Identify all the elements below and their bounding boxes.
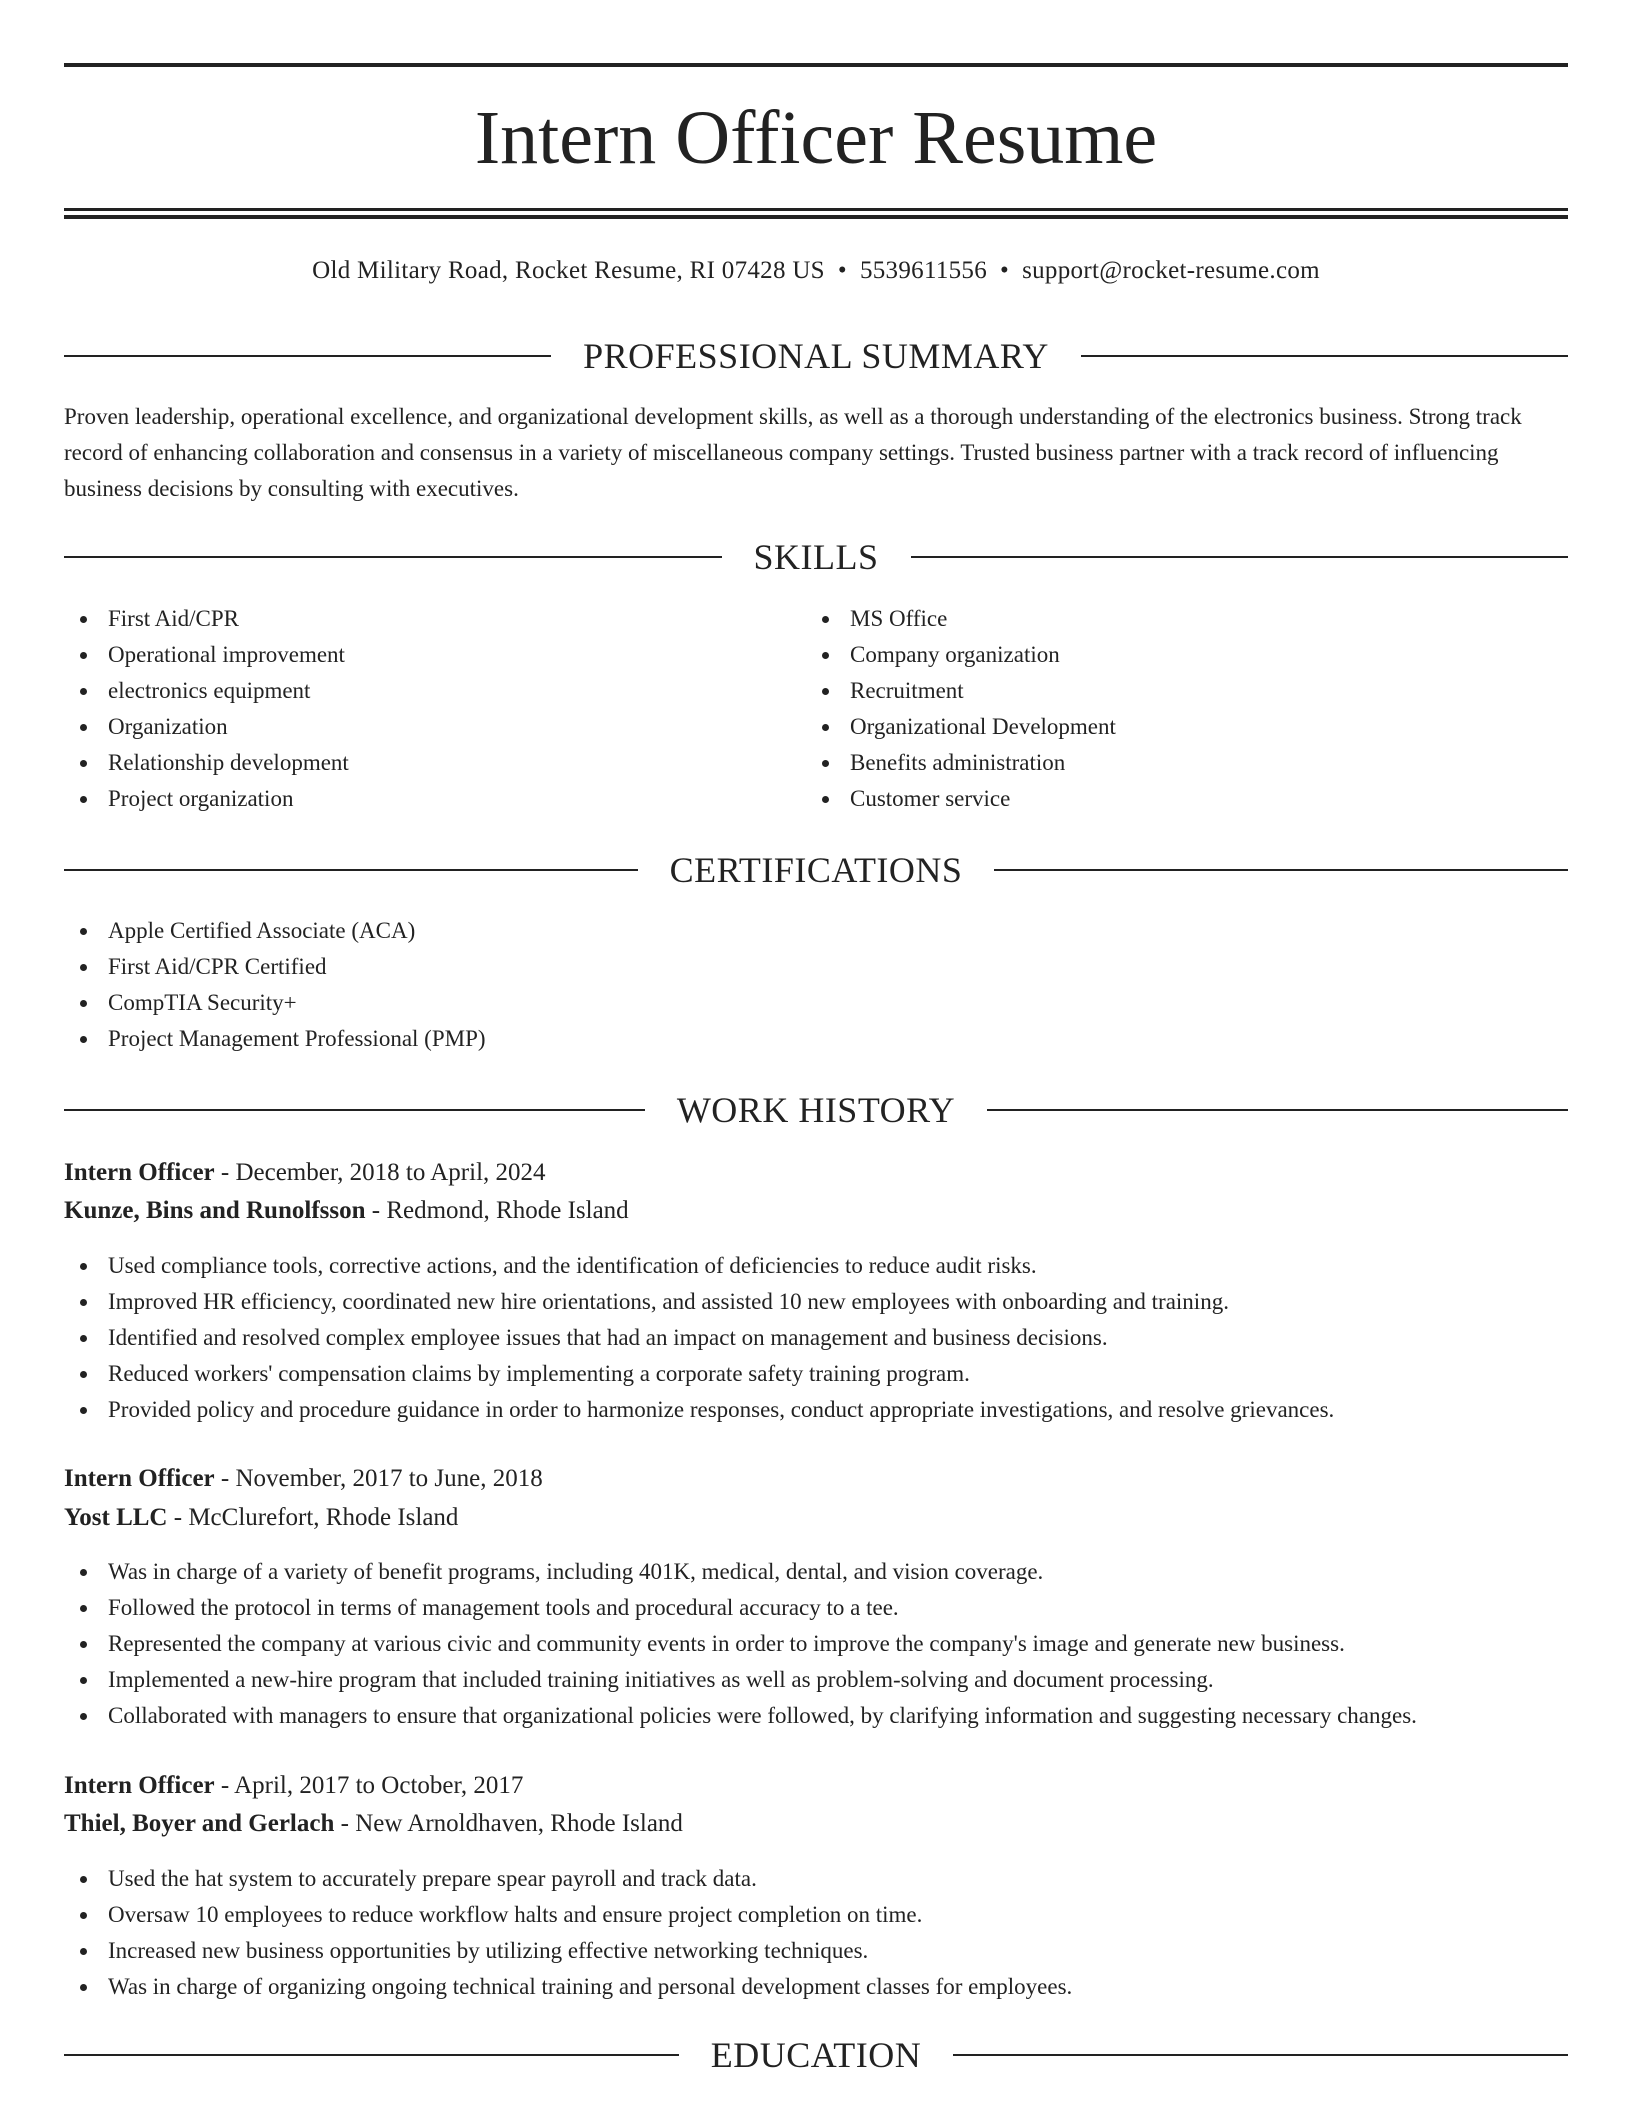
summary-text: Proven leadership, operational excellence, and organizational development skills, as well as a thorough understanding of the electronics business. Strong track record of enhancing collaboration and consensus in a variety of miscellaneous company settings. Trusted business partner with a track record of influencing business decisions by consulting with executives. <box>64 404 1522 501</box>
list-item: Followed the protocol in terms of management tools and procedural accuracy to a tee. <box>64 1590 1568 1626</box>
job-company: Yost LLC <box>64 1504 168 1531</box>
section-title: SKILLS <box>753 537 879 577</box>
list-item: Was in charge of organizing ongoing technical training and personal development classes for employees. <box>64 1969 1568 2005</box>
heading-rule-right <box>1081 355 1568 357</box>
heading-rule-left <box>64 1109 645 1111</box>
list-item: Identified and resolved complex employee issues that had an impact on management and business decisions. <box>64 1320 1568 1356</box>
list-item: Provided policy and procedure guidance in order to harmonize responses, conduct appropriate investigations, and resolve grievances. <box>64 1392 1568 1428</box>
job-company-line: Yost LLC - McClurefort, Rhode Island <box>64 1504 459 1531</box>
heading-rule-left <box>64 2054 679 2056</box>
list-item: Relationship development <box>64 745 804 781</box>
heading-rule-right <box>953 2054 1568 2056</box>
heading-rule-right <box>994 869 1568 871</box>
list-item: First Aid/CPR Certified <box>64 949 1568 985</box>
contact-phone: 5539611556 <box>859 257 988 284</box>
heading-rule-left <box>64 869 638 871</box>
job-company-line: Thiel, Boyer and Gerlach - New Arnoldhaven, Rhode Island <box>64 1810 683 1837</box>
job-title: Intern Officer <box>64 1159 215 1186</box>
skills-list-right <box>806 601 1566 817</box>
certifications-list <box>64 913 1568 1057</box>
list-item: Company organization <box>806 637 1566 673</box>
job-dates: November, 2017 to June, 2018 <box>235 1465 543 1492</box>
list-item: Used the hat system to accurately prepare spear payroll and track data. <box>64 1861 1568 1897</box>
section-heading-skills <box>64 535 1568 579</box>
top-rule <box>64 63 1568 67</box>
contact-line <box>64 254 1568 288</box>
list-item: Oversaw 10 employees to reduce workflow halts and ensure project completion on time. <box>64 1897 1568 1933</box>
list-item: Recruitment <box>806 673 1566 709</box>
job-dates: April, 2017 to October, 2017 <box>234 1772 524 1799</box>
list-item: Collaborated with managers to ensure that organizational policies were followed, by clarifying information and suggesting necessary changes. <box>64 1698 1568 1734</box>
skills-list-left <box>64 601 804 817</box>
job-bullets <box>64 1554 1568 1734</box>
contact-email: support@rocket-resume.com <box>1022 257 1320 284</box>
list-item: Organizational Development <box>806 709 1566 745</box>
heading-rule-left <box>64 556 722 558</box>
list-item: Was in charge of a variety of benefit programs, including 401K, medical, dental, and vision coverage. <box>64 1554 1568 1590</box>
list-item: Operational improvement <box>64 637 804 673</box>
list-item: Reduced workers' compensation claims by implementing a corporate safety training program. <box>64 1356 1568 1392</box>
job-bullets <box>64 1861 1568 2005</box>
job-location: Redmond, Rhode Island <box>386 1197 629 1224</box>
list-item: Improved HR efficiency, coordinated new hire orientations, and assisted 10 new employees with onboarding and training. <box>64 1284 1568 1320</box>
list-item: Project Management Professional (PMP) <box>64 1021 1568 1057</box>
list-item: Apple Certified Associate (ACA) <box>64 913 1568 949</box>
job-dates: December, 2018 to April, 2024 <box>235 1159 546 1186</box>
job-bullets <box>64 1248 1568 1428</box>
heading-rule-left <box>64 355 551 357</box>
list-item: MS Office <box>806 601 1566 637</box>
contact-separator: • <box>1000 257 1010 284</box>
title-rule-upper <box>64 208 1568 211</box>
job-location: New Arnoldhaven, Rhode Island <box>355 1810 683 1837</box>
job-title: Intern Officer <box>64 1772 215 1799</box>
job-location: McClurefort, Rhode Island <box>188 1504 459 1531</box>
job-title-line: Intern Officer - November, 2017 to June, 2018 <box>64 1465 543 1492</box>
job-company: Thiel, Boyer and Gerlach <box>64 1810 335 1837</box>
heading-rule-right <box>987 1109 1568 1111</box>
resume-title: Intern Officer Resume <box>474 96 1158 180</box>
job-company-line: Kunze, Bins and Runolfsson - Redmond, Rhode Island <box>64 1197 629 1224</box>
section-heading-certifications <box>64 848 1568 892</box>
list-item: electronics equipment <box>64 673 804 709</box>
section-heading-education <box>64 2033 1568 2077</box>
list-item: Represented the company at various civic and community events in order to improve the company's image and generate new business. <box>64 1626 1568 1662</box>
job-title-line: Intern Officer - December, 2018 to April, 2024 <box>64 1159 546 1186</box>
list-item: Used compliance tools, corrective actions, and the identification of deficiencies to reduce audit risks. <box>64 1248 1568 1284</box>
contact-separator: • <box>837 257 847 284</box>
list-item: Benefits administration <box>806 745 1566 781</box>
list-item: Customer service <box>806 781 1566 817</box>
section-title: CERTIFICATIONS <box>669 850 963 890</box>
list-item: Increased new business opportunities by utilizing effective networking techniques. <box>64 1933 1568 1969</box>
list-item: Implemented a new-hire program that included training initiatives as well as problem-solving and document processing. <box>64 1662 1568 1698</box>
section-title: WORK HISTORY <box>676 1090 956 1130</box>
list-item: CompTIA Security+ <box>64 985 1568 1021</box>
section-title: EDUCATION <box>710 2035 922 2075</box>
section-heading-work-history <box>64 1088 1568 1132</box>
heading-rule-right <box>911 556 1569 558</box>
job-title-line: Intern Officer - April, 2017 to October, 2017 <box>64 1772 524 1799</box>
section-title: PROFESSIONAL SUMMARY <box>583 336 1049 376</box>
contact-address: Old Military Road, Rocket Resume, RI 07428 US <box>312 257 825 284</box>
section-heading-summary <box>64 334 1568 378</box>
list-item: Project organization <box>64 781 804 817</box>
list-item: First Aid/CPR <box>64 601 804 637</box>
list-item: Organization <box>64 709 804 745</box>
title-rule-lower <box>64 215 1568 219</box>
job-title: Intern Officer <box>64 1465 215 1492</box>
job-company: Kunze, Bins and Runolfsson <box>64 1197 366 1224</box>
